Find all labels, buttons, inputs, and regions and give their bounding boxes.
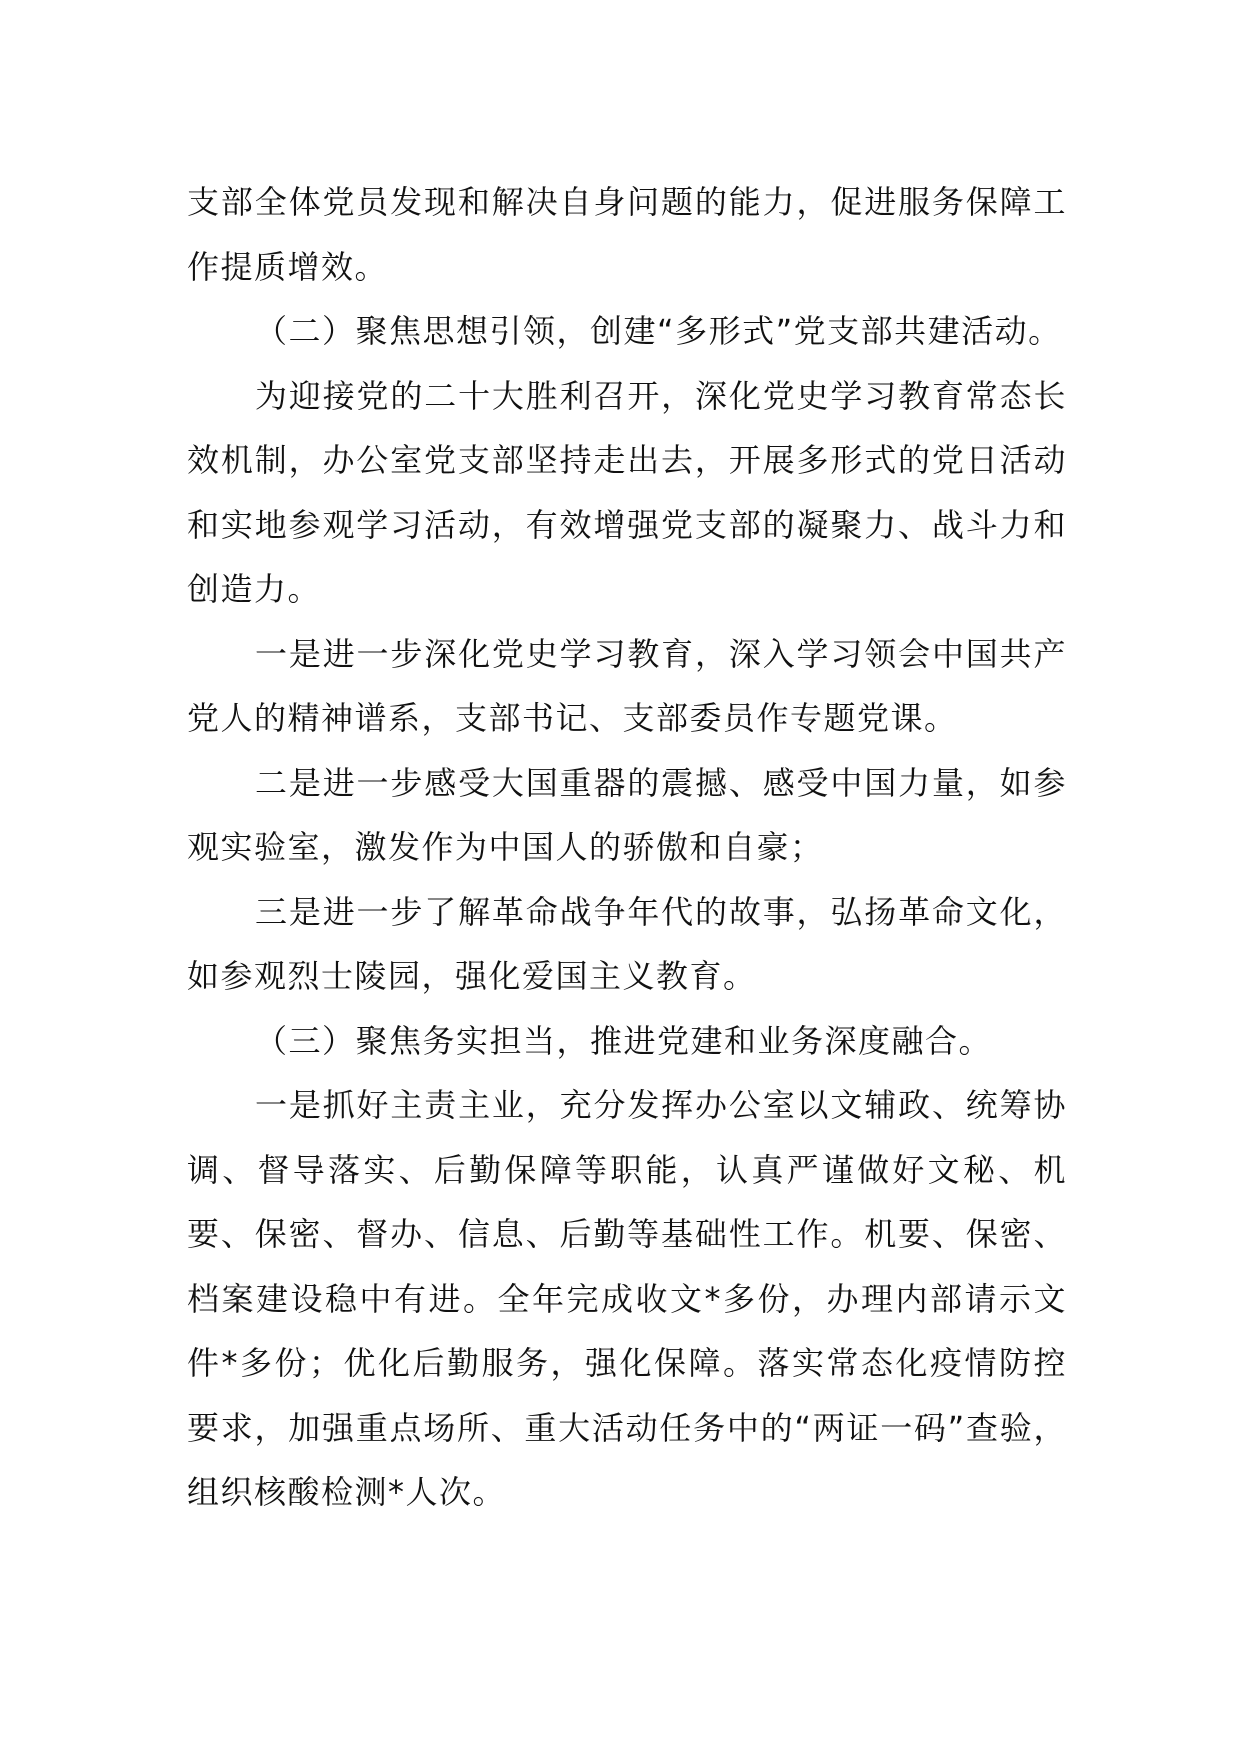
paragraph-item-3: 三是进一步了解革命战争年代的故事，弘扬革命文化，如参观烈士陵园，强化爱国主义教育。	[187, 892, 1067, 995]
paragraph-item-2: 二是进一步感受大国重器的震撼、感受中国力量，如参观实验室，激发作为中国人的骄傲和自豪；	[187, 763, 1067, 866]
section-heading-2: （二）聚焦思想引领，创建“多形式”党支部共建活动。	[255, 312, 1062, 350]
paragraph-item-1: 一是进一步深化党史学习教育，深入学习领会中国共产党人的精神谱系，支部书记、支部委员作专题党课。	[187, 634, 1067, 737]
paragraph-section-2-intro: 为迎接党的二十大胜利召开，深化党史学习教育常态长效机制，办公室党支部坚持走出去，开展多形式的党日活动和实地参观学习活动，有效增强党支部的凝聚力、战斗力和创造力。	[187, 376, 1067, 608]
paragraph-intro-continuation: 支部全体党员发现和解决自身问题的能力，促进服务保障工作提质增效。	[187, 183, 1067, 286]
paragraph-section-3-item-1: 一是抓好主责主业，充分发挥办公室以文辅政、统筹协调、督导落实、后勤保障等职能，认真严谨做好文秘、机要、保密、督办、信息、后勤等基础性工作。机要、保密、档案建设稳中有进。全年完成收文*多份，办理内部请示文件*多份；优化后勤服务，强化保障。落实常态化疫情防控要求，加强重点场所、重大活动任务中的“两证一码”查验，组织核酸检测*人次。	[187, 1086, 1067, 1511]
document-body	[187, 170, 1067, 1525]
section-heading-3: （三）聚焦务实担当，推进党建和业务深度融合。	[255, 1021, 993, 1060]
